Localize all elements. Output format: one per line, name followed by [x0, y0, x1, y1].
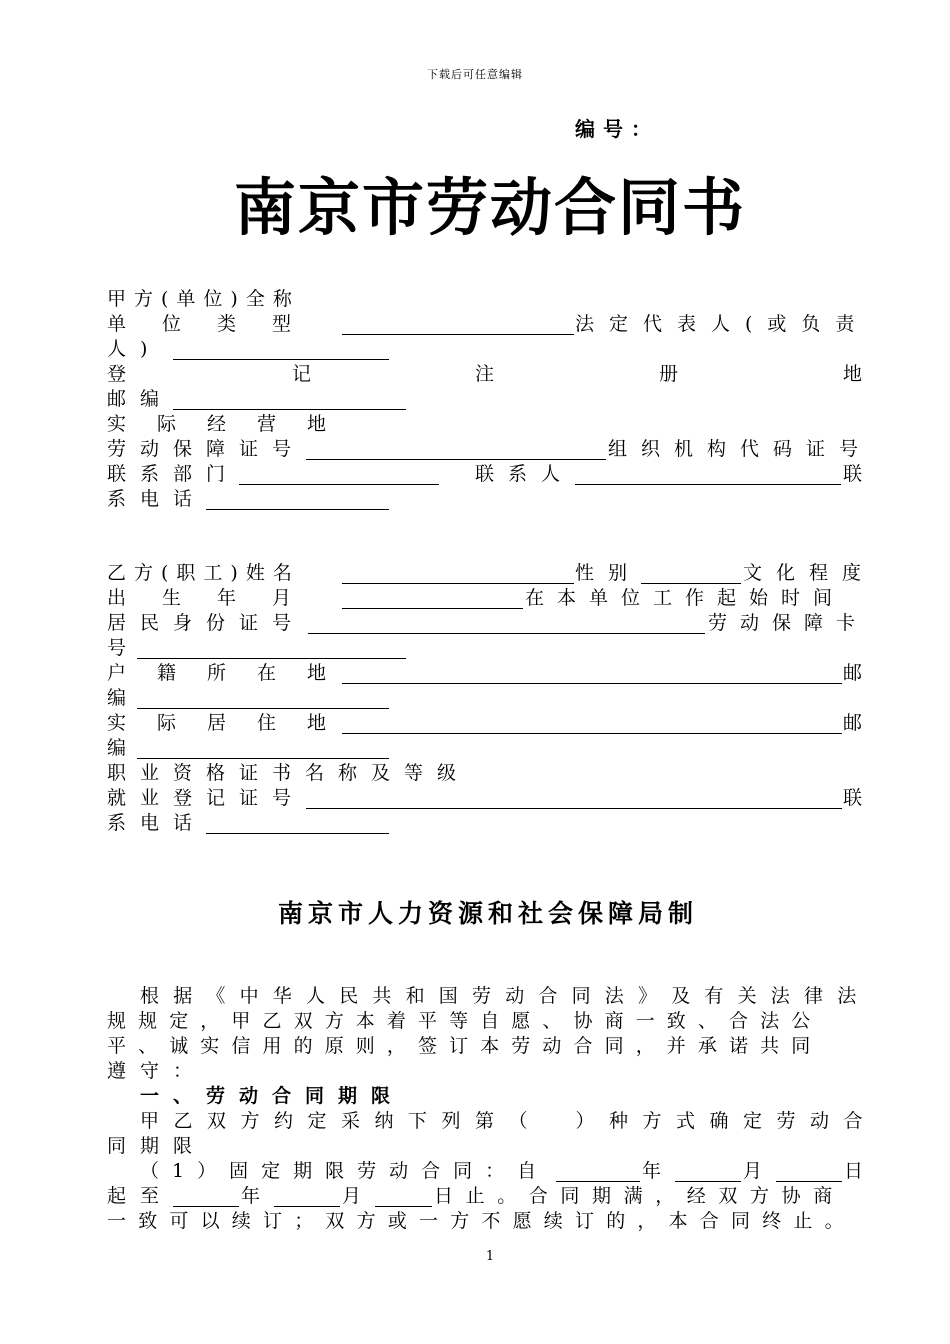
- start-day-field[interactable]: [776, 1181, 842, 1182]
- residence-label: 实际居住地: [107, 712, 358, 734]
- expiry-text: 日止。合同期满，经双方协商: [434, 1185, 845, 1207]
- party-b-line-6: [107, 686, 863, 711]
- party-a-line-2: [107, 312, 870, 337]
- unit-type-field[interactable]: [342, 334, 574, 335]
- contact-dept-field[interactable]: [239, 484, 439, 485]
- preamble-line-3: [107, 1034, 863, 1059]
- legal-rep-label-cont: 人): [107, 338, 162, 360]
- contract-number-label: 编号：: [575, 117, 659, 141]
- residence-postcode-label: 编: [107, 737, 127, 759]
- postcode-field[interactable]: [173, 409, 406, 410]
- id-card-label: 居民身份证号: [107, 612, 306, 634]
- employee-name-field[interactable]: [342, 583, 574, 584]
- employee-phone-label-start: 联: [843, 787, 863, 809]
- party-a-line-9: [107, 487, 863, 512]
- preamble-line-2: [107, 1009, 863, 1034]
- party-b-line-11: [107, 811, 863, 836]
- section-1-line-5: [107, 1209, 897, 1234]
- start-day-label: 日: [844, 1160, 864, 1182]
- party-b-line-8: [107, 736, 863, 761]
- hukou-field[interactable]: [342, 683, 842, 684]
- employee-phone-label: 系电话: [107, 812, 207, 834]
- contact-person-label: 联系人: [475, 463, 575, 485]
- start-month-label: 月: [743, 1160, 763, 1182]
- reg-addr-char-2: 记: [292, 363, 312, 385]
- renewal-text: 一致可以续订；双方或一方不愿续订的，本合同终止。: [107, 1210, 856, 1232]
- start-month-field[interactable]: [675, 1181, 741, 1182]
- party-b-line-2: [107, 586, 863, 611]
- section-1-line-4: [107, 1184, 863, 1209]
- contact-dept-label: 联系部门: [107, 463, 240, 485]
- reg-addr-char-4: 册: [659, 363, 679, 385]
- party-b-line-7: [107, 711, 863, 736]
- preamble-text-1: 根据《中华人民共和国劳动合同法》及有关法律法: [140, 985, 871, 1007]
- party-a-line-8: [107, 462, 863, 487]
- party-a-line-1: [107, 287, 863, 312]
- residence-field[interactable]: [342, 733, 842, 734]
- section-1-line-3: [107, 1159, 863, 1184]
- fixed-term-label: （1）固定期限劳动合同：自: [140, 1160, 550, 1182]
- labor-card-label-cont: 号: [107, 637, 127, 659]
- party-b-line-5: [107, 661, 863, 686]
- preamble-line-4: [107, 1059, 863, 1084]
- start-time-label: 在本单位工作起始时间: [525, 587, 846, 609]
- party-b-line-10: [107, 786, 863, 811]
- employment-reg-field[interactable]: [306, 808, 842, 809]
- birth-date-field[interactable]: [342, 608, 523, 609]
- hukou-postcode-label: 编: [107, 687, 127, 709]
- issuing-agency: 南京市人力资源和社会保障局制: [277, 899, 698, 928]
- preamble-text-3: 平、诚实信用的原则，签订本劳动合同，并承诺共同: [107, 1035, 823, 1057]
- section-1-line-2: [107, 1134, 863, 1159]
- section-1-text-2: 同期限: [107, 1135, 207, 1157]
- header-note: 下载后可任意编辑: [427, 68, 523, 81]
- contact-phone-field[interactable]: [206, 509, 389, 510]
- contact-phone-label-start: 联: [843, 463, 863, 485]
- party-a-line-4: [107, 362, 863, 387]
- page-number: 1: [485, 1249, 495, 1264]
- postcode-label: 邮编: [107, 388, 174, 410]
- end-day-field[interactable]: [375, 1206, 432, 1207]
- labor-card-label: 劳动保障卡: [708, 612, 869, 634]
- employee-name-label: 乙方(职工)姓名: [107, 562, 300, 584]
- residence-postcode-label-start: 邮: [843, 712, 863, 734]
- end-year-label: 年: [241, 1185, 261, 1207]
- preamble-text-4: 遵守：: [107, 1060, 207, 1082]
- party-b-line-4: [107, 636, 863, 661]
- document-title: 南京市劳动合同书: [233, 171, 746, 244]
- legal-rep-field[interactable]: [173, 359, 389, 360]
- party-b-line-9: [107, 761, 863, 786]
- party-a-line-7: [107, 437, 873, 462]
- section-1-heading: 一、劳动合同期限: [140, 1085, 405, 1107]
- employment-reg-label: 就业登记证号: [107, 787, 306, 809]
- reg-addr-char-3: 注: [475, 363, 495, 385]
- gender-field[interactable]: [641, 583, 741, 584]
- party-a-line-5: [107, 387, 863, 412]
- section-1-text-1: 甲乙双方约定采纳下列第（ ）种方式确定劳动合: [140, 1110, 878, 1132]
- labor-card-field[interactable]: [137, 658, 406, 659]
- party-b-line-1: [107, 561, 876, 586]
- section-1-line-1: [107, 1109, 878, 1134]
- hukou-postcode-field[interactable]: [137, 708, 389, 709]
- start-year-label: 年: [642, 1160, 662, 1182]
- party-a-line-3: [107, 337, 863, 362]
- hukou-label: 户籍所在地: [107, 662, 358, 684]
- start-year-field[interactable]: [556, 1181, 640, 1182]
- actual-business-addr-label: 实际经营地: [107, 413, 358, 435]
- residence-postcode-field[interactable]: [137, 758, 389, 759]
- end-month-field[interactable]: [274, 1206, 340, 1207]
- gender-label: 性别: [575, 562, 642, 584]
- preamble-line-1: [107, 984, 871, 1009]
- org-code-label: 组织机构代码证号: [608, 438, 873, 460]
- unit-type-label: 单位类型: [107, 313, 328, 335]
- reg-addr-char-5: 地: [843, 363, 863, 385]
- contact-person-field[interactable]: [575, 484, 841, 485]
- birth-date-label: 出生年月: [107, 587, 328, 609]
- contact-phone-label: 系电话: [107, 488, 207, 510]
- hukou-postcode-label-start: 邮: [843, 662, 863, 684]
- party-a-name-label: 甲方(单位)全称: [107, 288, 300, 310]
- preamble-text-2: 规规定，甲乙双方本着平等自愿、协商一致、合法公: [107, 1010, 823, 1032]
- employee-phone-field[interactable]: [206, 833, 389, 834]
- labor-security-no-field[interactable]: [306, 459, 606, 460]
- party-a-line-6: [107, 412, 863, 437]
- end-month-label: 月: [342, 1185, 362, 1207]
- legal-rep-label: 法定代表人(或负责: [575, 313, 870, 335]
- reg-addr-char-1: 登: [107, 363, 127, 385]
- section-1-heading-line: [107, 1084, 863, 1109]
- party-b-line-3: [107, 611, 869, 636]
- end-year-field[interactable]: [173, 1206, 239, 1207]
- labor-security-no-label: 劳动保障证号: [107, 438, 306, 460]
- qualification-label: 职业资格证书名称及等级: [107, 762, 471, 784]
- id-card-field[interactable]: [308, 633, 705, 634]
- until-label: 起至: [107, 1185, 174, 1207]
- education-label: 文化程度: [743, 562, 876, 584]
